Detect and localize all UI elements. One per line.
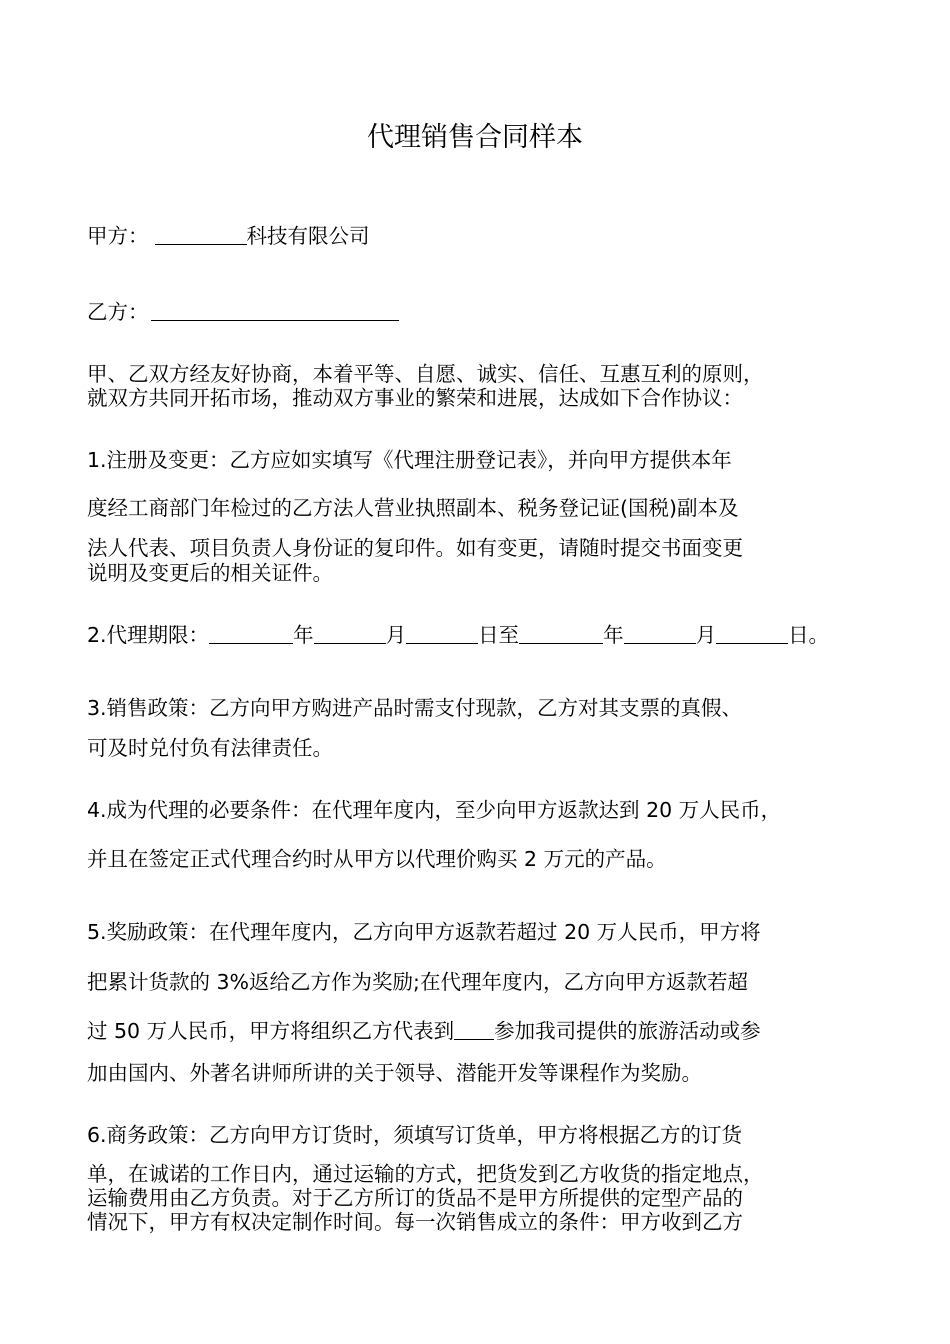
clause4-line-2: 并且在签定正式代理合约时从甲方以代理价购买 2 万元的产品。 [87, 847, 667, 871]
clause1-line-1: 1.注册及变更：乙方应如实填写《代理注册登记表》，并向甲方提供本年 [87, 448, 732, 472]
clause6-line-4: 情况下，甲方有权决定制作时间。每一次销售成立的条件：甲方收到乙方 [87, 1210, 743, 1234]
start-day-label: 日至 [478, 623, 520, 647]
clause5-line-2: 把累计货款的 3%返给乙方作为奖励;在代理年度内，乙方向甲方返款若超 [87, 970, 748, 994]
end-month-label: 月 [695, 623, 717, 647]
party-b-line [87, 298, 887, 326]
clause5-line-3-end: 参加我司提供的旅游活动或参 [494, 1019, 761, 1043]
start-day-blank [406, 621, 478, 644]
clause1-line-4: 说明及变更后的相关证件。 [87, 561, 333, 585]
clause6-line-3: 运输费用由乙方负责。对于乙方所订的货品不是甲方所提供的定型产品的 [87, 1186, 743, 1210]
clause6-line-2: 单，在诚诺的工作日内，通过运输的方式，把货发到乙方收货的指定地点， [87, 1162, 764, 1186]
destination-blank [454, 1017, 494, 1040]
clause2-line [87, 621, 887, 649]
party-a-blank [155, 222, 247, 245]
document-title: 代理销售合同样本 [367, 122, 583, 153]
clause5-line-3-start: 过 50 万人民币，甲方将组织乙方代表到 [87, 1019, 455, 1043]
clause4-line-1: 4.成为代理的必要条件：在代理年度内，至少向甲方返款达到 20 万人民币， [87, 798, 782, 822]
intro-line-1: 甲、乙双方经友好协商，本着平等、自愿、诚实、信任、互惠互利的原则， [87, 362, 764, 386]
start-year-label: 年 [293, 623, 314, 647]
clause5-line-3 [87, 1017, 887, 1045]
clause6-line-1: 6.商务政策：乙方向甲方订货时，须填写订货单，甲方将根据乙方的订货 [87, 1123, 743, 1147]
clause1-line-3: 法人代表、项目负责人身份证的复印件。如有变更，请随时提交书面变更 [87, 536, 743, 560]
clause2-prefix: 2.代理期限： [87, 623, 210, 647]
intro-line-2: 就双方共同开拓市场，推动双方事业的繁荣和进展，达成如下合作协议： [87, 386, 743, 410]
party-a-label: 甲方： [87, 224, 149, 248]
clause1-line-2: 度经工商部门年检过的乙方法人营业执照副本、税务登记证(国税)副本及 [87, 496, 739, 520]
party-a-name: 科技有限公司 [246, 224, 370, 248]
end-year-blank [519, 621, 603, 644]
end-day-label: 日。 [788, 623, 830, 647]
start-year-blank [209, 621, 293, 644]
party-b-label: 乙方： [87, 300, 149, 324]
clause5-line-4: 加由国内、外著名讲师所讲的关于领导、潜能开发等课程作为奖励。 [87, 1061, 702, 1085]
end-year-label: 年 [603, 623, 624, 647]
clause5-line-1: 5.奖励政策：在代理年度内，乙方向甲方返款若超过 20 万人民币，甲方将 [87, 920, 761, 944]
party-a-line [87, 222, 887, 250]
end-month-blank [624, 621, 696, 644]
end-day-blank [716, 621, 788, 644]
party-b-blank [151, 298, 399, 321]
clause3-line-2: 可及时兑付负有法律责任。 [87, 736, 333, 760]
start-month-blank [314, 621, 386, 644]
start-month-label: 月 [385, 623, 407, 647]
clause3-line-1: 3.销售政策：乙方向甲方购进产品时需支付现款，乙方对其支票的真假、 [87, 696, 743, 720]
